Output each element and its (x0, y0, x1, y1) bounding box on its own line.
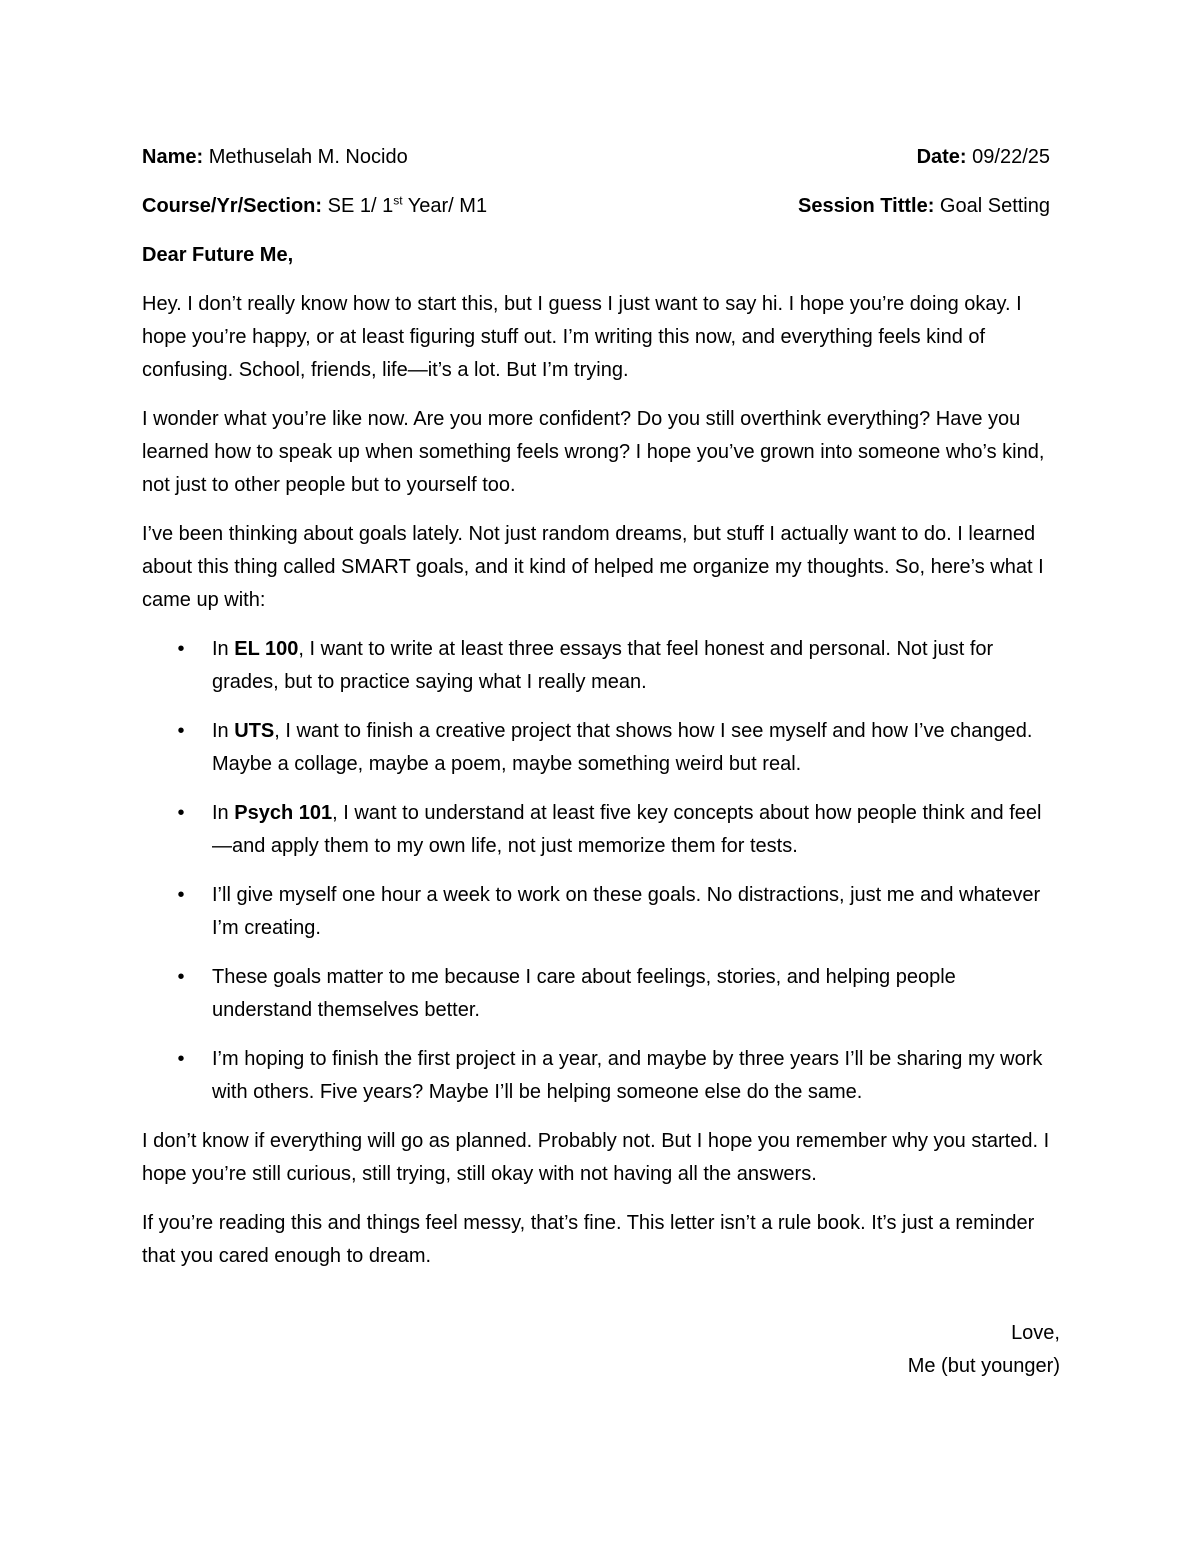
list-item (142, 1043, 1060, 1109)
header-row-course-session (142, 190, 1060, 223)
name-value: Methuselah M. Nocido (208, 146, 408, 168)
session-label: Session Tittle: (798, 195, 935, 217)
course-value-post: Year/ M1 (402, 195, 488, 217)
bullet-icon: • (177, 966, 185, 988)
bullet-icon: • (177, 638, 185, 660)
name-field (142, 141, 408, 174)
goal-text: , I want to write at least three essays that feel honest and personal. Not just for grades, but to practice saying what I really mean. (212, 638, 994, 693)
date-label: Date: (916, 146, 967, 168)
goal-prefix: In (212, 802, 235, 824)
list-item (142, 797, 1060, 863)
course-value-pre: SE 1/ 1 (327, 195, 394, 217)
paragraph-intro-1: Hey. I don’t really know how to start this, but I guess I just want to say hi. I hope you’re doing okay. I hope you’re happy, or at least figuring stuff out. I’m writing this now, and everything feels kind of confusing. School, friends, life—it’s a lot. But I’m trying. (142, 293, 1022, 381)
letter-content (142, 141, 1060, 1383)
date-field (917, 141, 1060, 174)
name-label: Name: (142, 146, 204, 168)
goal-text: , I want to finish a creative project that shows how I see myself and how I’ve changed. Maybe a collage, maybe a poem, maybe something weird but real. (212, 720, 1033, 775)
paragraph-intro-3: I’ve been thinking about goals lately. Not just random dreams, but stuff I actually want to do. I learned about this thing called SMART goals, and it kind of helped me organize my thoughts. So, here’s what I came up with: (142, 523, 1044, 611)
session-field (798, 190, 1060, 223)
paragraph-outro-1: I don’t know if everything will go as planned. Probably not. But I hope you remember why you started. I hope you’re still curious, still trying, still okay with not having all the answers. (142, 1130, 1050, 1185)
goal-text: These goals matter to me because I care about feelings, stories, and helping people understand themselves better. (212, 966, 956, 1021)
list-item (142, 633, 1060, 699)
course-value (328, 195, 487, 217)
goals-list (142, 633, 1060, 1109)
goal-prefix: In (212, 638, 235, 660)
goal-text: I’ll give myself one hour a week to work on these goals. No distractions, just me and whatever I’m creating. (212, 884, 1041, 939)
goal-text: , I want to understand at least five key concepts about how people think and feel—and apply them to my own life, not just memorize them for tests. (212, 802, 1042, 857)
header-row-name-date (142, 141, 1060, 174)
course-value-sup: st (393, 193, 403, 208)
paragraph-outro-2: If you’re reading this and things feel messy, that’s fine. This letter isn’t a rule book. It’s just a reminder that you cared enough to dream. (142, 1212, 1035, 1267)
bullet-icon: • (177, 802, 185, 824)
bullet-icon: • (177, 1048, 185, 1070)
closing-line-signature: Me (but younger) (907, 1355, 1060, 1377)
session-value: Goal Setting (939, 195, 1050, 217)
list-item (142, 715, 1060, 781)
salutation: Dear Future Me, (142, 244, 294, 266)
goal-prefix: In (212, 720, 235, 742)
goal-course: Psych 101 (234, 802, 333, 824)
paragraph-intro-2: I wonder what you’re like now. Are you more confident? Do you still overthink everything? Have you learned how to speak up when something feels wrong? I hope you’ve grown into someone who’s kind, not just to other people but to yourself too. (142, 408, 1045, 496)
course-label: Course/Yr/Section: (142, 195, 323, 217)
goal-course: UTS (234, 720, 275, 742)
bullet-icon: • (177, 720, 185, 742)
list-item (142, 961, 1060, 1027)
closing-block (142, 1317, 1060, 1383)
bullet-icon: • (177, 884, 185, 906)
list-item (142, 879, 1060, 945)
goal-text: I’m hoping to finish the first project in a year, and maybe by three years I’ll be sharing my work with others. Five years? Maybe I’ll be helping someone else do the same. (212, 1048, 1043, 1103)
course-field (142, 190, 487, 223)
closing-line-love: Love, (1011, 1322, 1060, 1344)
date-value: 09/22/25 (972, 146, 1050, 168)
goal-course: EL 100 (234, 638, 299, 660)
